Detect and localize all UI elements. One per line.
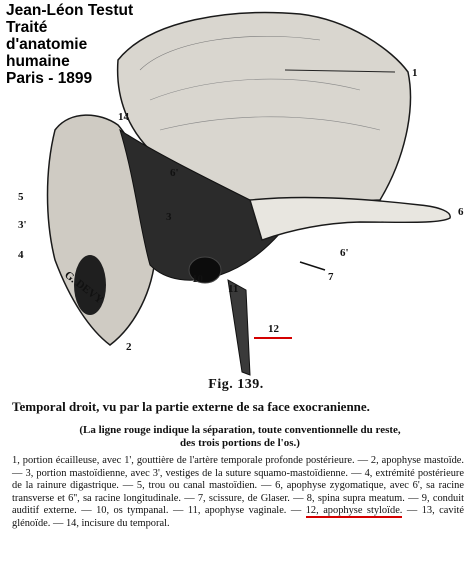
book-title-line: Traité	[6, 19, 48, 36]
figure-label: 3	[166, 211, 172, 223]
figure-label: 5	[18, 191, 24, 203]
figure-label: 12	[268, 323, 279, 335]
figure-number: Fig. 139.	[208, 377, 264, 392]
author-name: Jean-Léon Testut	[6, 2, 134, 19]
figure-label: 14	[118, 111, 129, 123]
figure-note	[30, 424, 450, 450]
figure-label: 1	[412, 67, 418, 79]
figure-label: 6	[458, 206, 464, 218]
figure-label: 4	[18, 249, 24, 261]
publication-place-year: Paris - 1899	[6, 70, 93, 87]
figure-label: 3'	[18, 219, 27, 231]
figure-label: 7	[328, 271, 334, 283]
figure-note-line: (La ligne rouge indique la séparation, toute conventionnelle du reste,	[79, 424, 401, 436]
legend-text: 1, portion écailleuse, avec 1', gouttière de l'artère temporale profonde postérieure. — 2, apophyse mastoïde. — 3, portion mastoïdienne, avec 3', vestiges de la suture squamo-mastoïdienne. — 4, extrémité postérieure de la rainure digastrique. — 5, trou ou canal mastoïdien. — 6, apophyse zygomatique, avec 6', sa racine transverse et 6'', sa racine longitudinale. — 7, scissure, de Glaser. — 8, spina supra meatum. — 9, conduit auditif externe. — 10, os tympanal. — 11, apophyse vaginale. —	[12, 455, 464, 517]
legend-highlight-styloid: 12, apophyse styloïde.	[305, 505, 403, 517]
engraver-signature: G. DEVY	[62, 268, 106, 307]
figure-legend	[12, 455, 464, 531]
figure-label: 11	[228, 283, 239, 295]
book-title-line: d'anatomie	[6, 36, 88, 53]
figure-label: 6'	[170, 167, 179, 179]
zygomatic-process	[250, 198, 450, 240]
legend-text: — 13, cavité glénoïde. — 14, incisure du temporal.	[12, 505, 464, 529]
figure-note-line: des trois portions de l'os.)	[180, 437, 300, 449]
book-title-line: humaine	[6, 53, 70, 70]
figure-title: Temporal droit, vu par la partie externe de sa face exocranienne.	[12, 399, 370, 414]
book-credit	[6, 2, 136, 87]
figure-label: 2	[126, 341, 132, 353]
figure-label: 6'	[340, 247, 349, 259]
figure-label: 10	[192, 273, 203, 285]
